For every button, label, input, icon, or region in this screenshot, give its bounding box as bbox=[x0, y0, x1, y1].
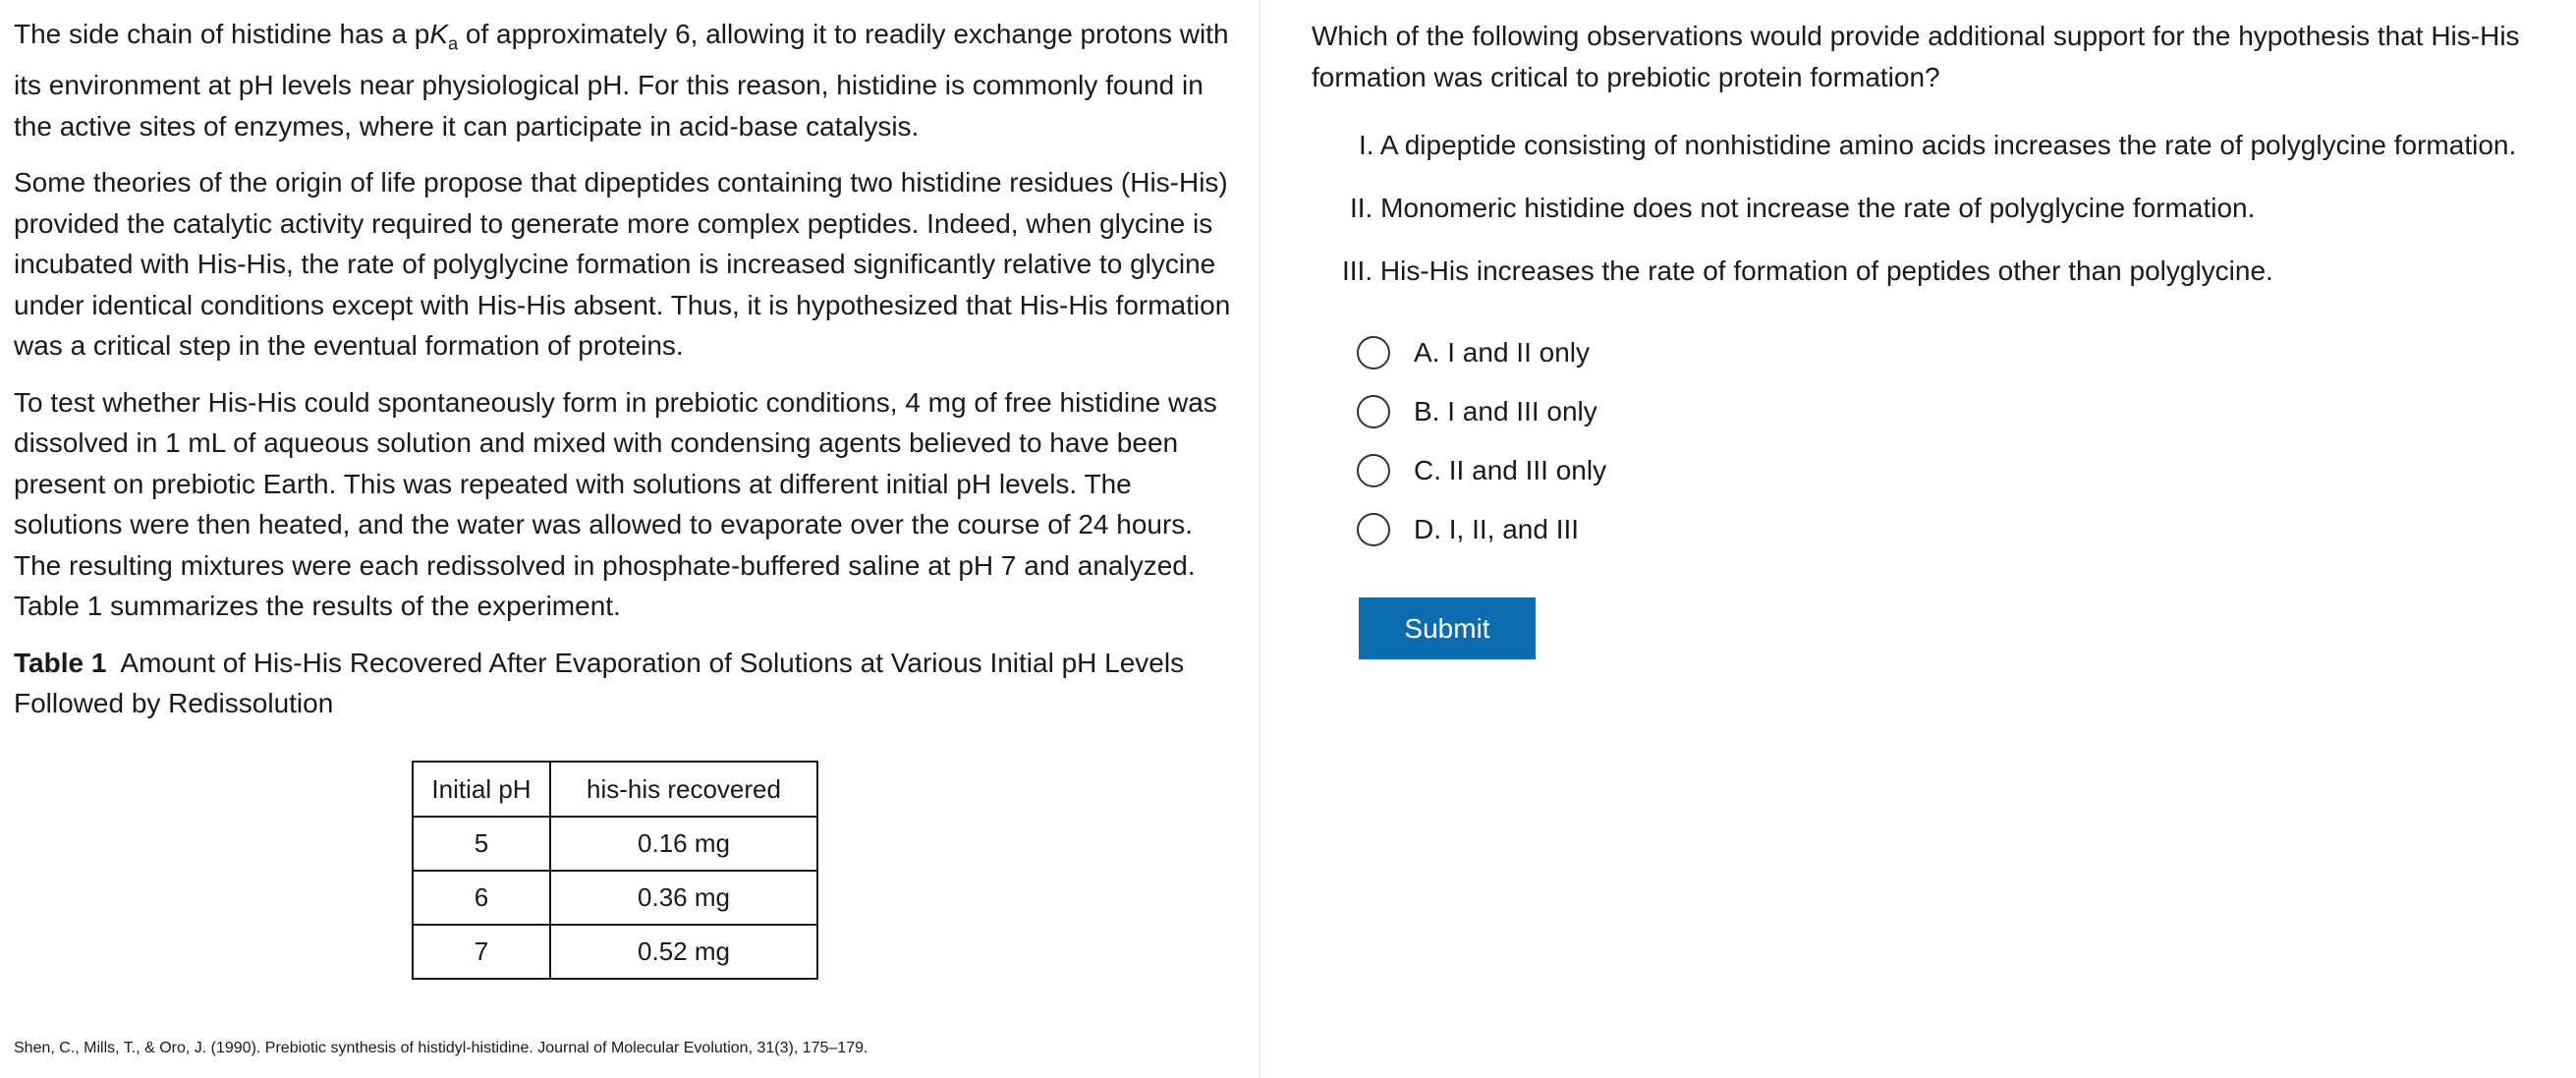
table-row bbox=[413, 871, 817, 925]
radio-button-c[interactable] bbox=[1357, 454, 1390, 487]
passage-paragraph-1: The side chain of histidine has a $pK_a$ of approximately 6, allowing it to readily exchange protons with its environment at pH levels near physiological pH. For this reason, histidine is commonly found in the active sites of enzymes, where it can participate in acid-base catalysis. bbox=[14, 19, 1229, 142]
statement-2: II. Monomeric histidine does not increase the rate of polyglycine formation. bbox=[1350, 193, 2256, 223]
passage-paragraph-3: To test whether His-His could spontaneously form in prebiotic conditions, 4 mg of free histidine was dissolved in 1 mL of aqueous solution and mixed with condensing agents believed to have been present on prebiotic Earth. This was repeated with solutions at different initial pH levels. The solutions were then heated, and the water was allowed to evaporate over the course of 24 hours. The resulting mixtures were each redissolved in phosphate-buffered saline at pH 7 and analyzed. Table 1 summarizes the results of the experiment. bbox=[14, 386, 1217, 622]
submit-button[interactable]: Submit bbox=[1359, 597, 1536, 659]
answer-option-label: D. I, II, and III bbox=[1414, 514, 1580, 544]
table-cell-amount: 0.52 mg bbox=[550, 925, 817, 979]
pka-symbol: K bbox=[429, 19, 449, 49]
answer-option-a[interactable] bbox=[1357, 333, 1590, 372]
table-header-his-his-recovered: his-his recovered bbox=[550, 762, 817, 817]
radio-button-d[interactable] bbox=[1357, 513, 1390, 546]
table-row bbox=[413, 817, 817, 871]
answer-option-b[interactable] bbox=[1357, 392, 1597, 431]
radio-button-a[interactable] bbox=[1357, 336, 1390, 369]
table-cell-ph: 5 bbox=[413, 817, 550, 871]
table-row bbox=[413, 925, 817, 979]
table-cell-amount: 0.16 mg bbox=[550, 817, 817, 871]
table-caption-label: Table 1 bbox=[14, 647, 107, 678]
table-header-row bbox=[413, 762, 817, 817]
table-header-initial-ph: Initial pH bbox=[413, 762, 550, 817]
pka-subscript: a bbox=[448, 33, 459, 54]
answer-option-d[interactable] bbox=[1357, 510, 1579, 549]
statement-1: I. A dipeptide consisting of nonhistidine amino acids increases the rate of polyglycine formation. bbox=[1359, 130, 2517, 160]
table-caption bbox=[14, 643, 1193, 724]
answer-option-label: B. I and III only bbox=[1414, 396, 1597, 426]
table-cell-ph: 6 bbox=[413, 871, 550, 925]
table-caption-text: Amount of His-His Recovered After Evaporation of Solutions at Various Initial pH Levels Followed by Redissolution bbox=[14, 647, 1185, 719]
citation: Shen, C., Mills, T., & Oro, J. (1990). Prebiotic synthesis of histidyl-histidine. Journal of Molecular Evolution, 31(3), 175–179. bbox=[14, 1040, 868, 1056]
passage-paragraph-2: Some theories of the origin of life propose that dipeptides containing two histidine residues (His-His) provided the catalytic activity required to generate more complex peptides. Indeed, when glycine is incubated with His-His, the rate of polyglycine formation is increased significantly relative to glycine under identical conditions except with His-His absent. Thus, it is hypothesized that His-His formation was a critical step in the eventual formation of proteins. bbox=[14, 167, 1231, 362]
results-table bbox=[412, 761, 818, 980]
answer-option-label: C. II and III only bbox=[1414, 455, 1607, 485]
question-pane bbox=[1260, 0, 2576, 1078]
table-cell-amount: 0.36 mg bbox=[550, 871, 817, 925]
answer-option-c[interactable] bbox=[1357, 451, 1606, 490]
table-cell-ph: 7 bbox=[413, 925, 550, 979]
statement-3: III. His-His increases the rate of formation of peptides other than polyglycine. bbox=[1342, 255, 2273, 286]
radio-button-b[interactable] bbox=[1357, 395, 1390, 428]
question-stem: Which of the following observations would provide additional support for the hypothesis that His-His formation was critical to prebiotic protein formation? bbox=[1312, 21, 2520, 92]
answer-option-label: A. I and II only bbox=[1414, 337, 1590, 368]
